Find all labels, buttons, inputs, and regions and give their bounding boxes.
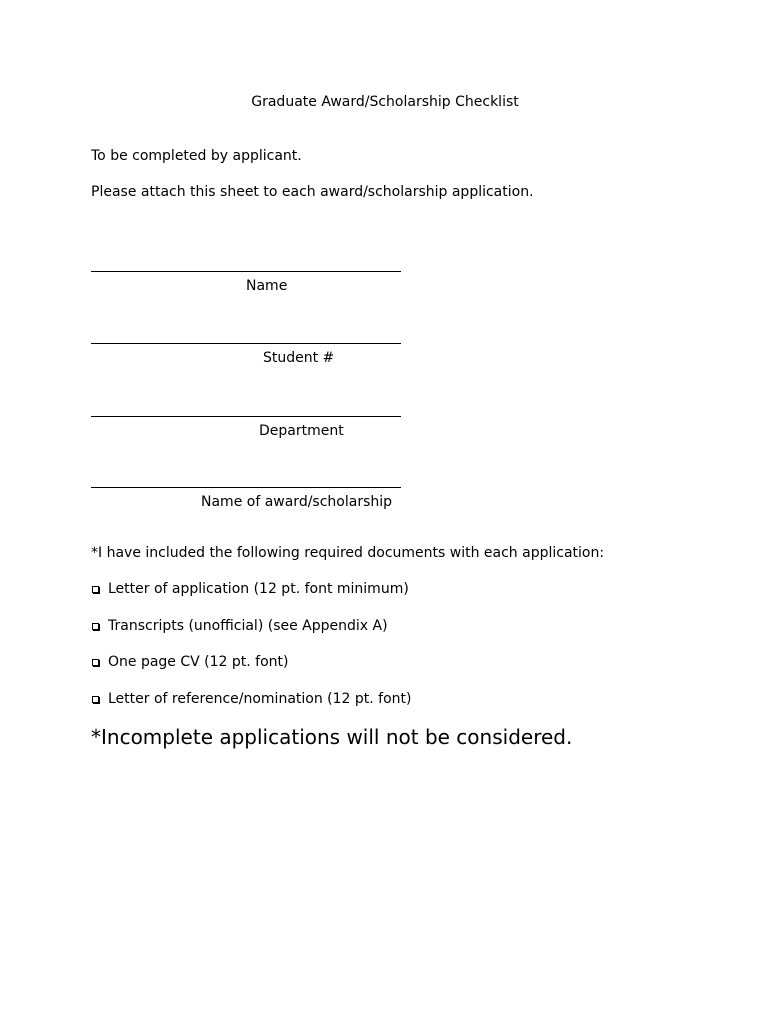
checklist-item-label: Letter of application (12 pt. font minimum)	[108, 581, 409, 597]
name-field-line[interactable]	[91, 271, 401, 272]
intro-attach-note: Please attach this sheet to each award/scholarship application.	[91, 184, 534, 200]
student-number-field[interactable]	[91, 343, 401, 391]
checklist-item-label: One page CV (12 pt. font)	[108, 654, 289, 670]
checklist-item-label: Transcripts (unofficial) (see Appendix A)	[108, 617, 388, 634]
award-name-field-line[interactable]	[91, 487, 401, 488]
checklist-item-label: Letter of reference/nomination (12 pt. font)	[108, 690, 412, 707]
department-field-label: Department	[259, 423, 344, 439]
checkbox-icon[interactable]	[92, 696, 99, 703]
checkbox-icon[interactable]	[92, 586, 99, 593]
page-title: Graduate Award/Scholarship Checklist	[251, 94, 519, 110]
name-field[interactable]	[91, 271, 401, 319]
student-number-field-label: Student #	[263, 350, 335, 366]
department-field-line[interactable]	[91, 416, 401, 417]
incomplete-applications-warning: *Incomplete applications will not be considered.	[91, 725, 573, 749]
required-documents-statement: *I have included the following required documents with each application:	[91, 545, 605, 561]
intro-instruction: To be completed by applicant.	[91, 148, 302, 164]
checkbox-icon[interactable]	[92, 623, 99, 630]
checkbox-icon[interactable]	[92, 659, 99, 666]
department-field[interactable]	[91, 416, 401, 464]
award-name-field[interactable]	[91, 487, 401, 535]
student-number-field-line[interactable]	[91, 343, 401, 344]
name-field-label: Name	[246, 278, 288, 294]
award-name-field-label: Name of award/scholarship	[201, 494, 393, 510]
